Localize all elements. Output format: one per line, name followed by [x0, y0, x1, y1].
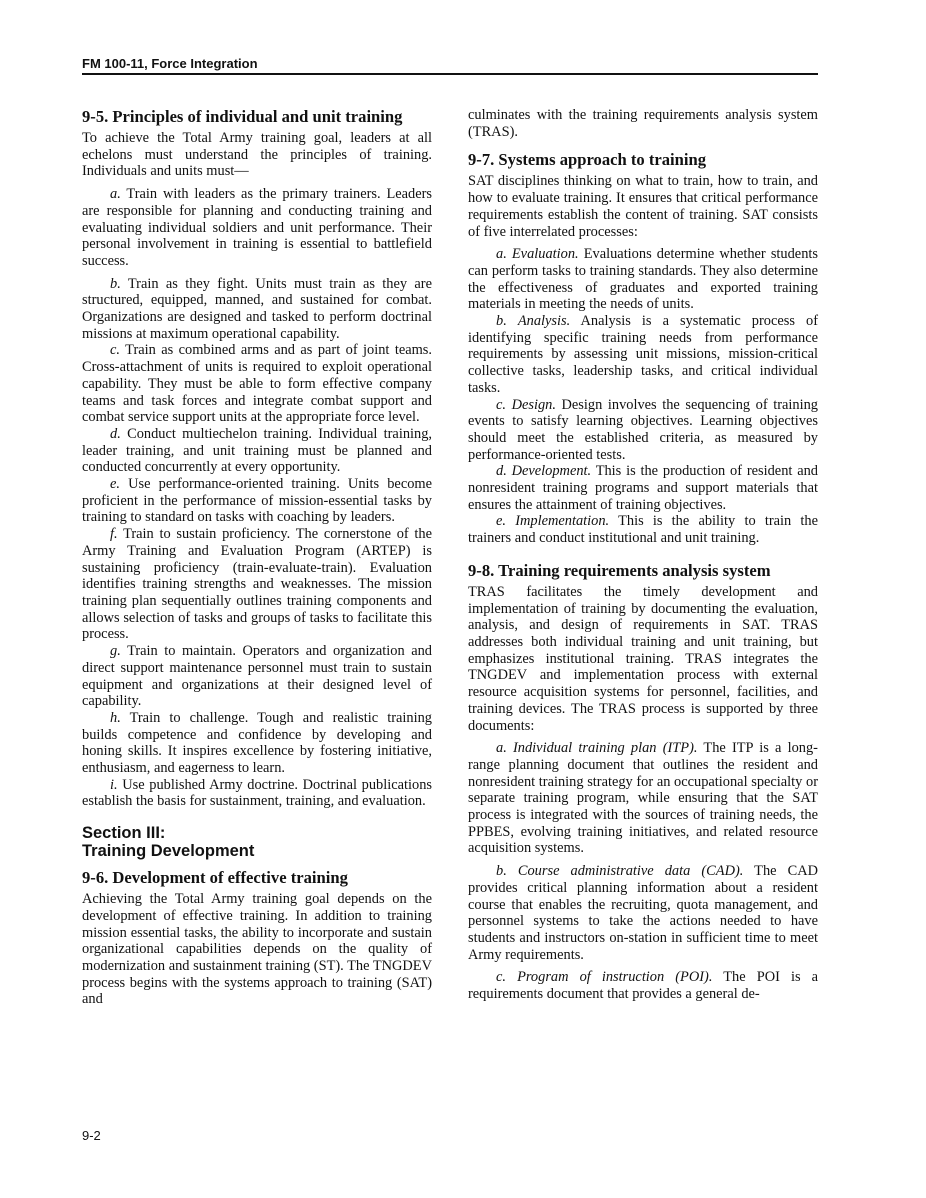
document-poi [468, 969, 818, 1002]
heading-9-8: 9-8. Training requirements analysis system [468, 560, 771, 580]
item-text: Evaluations determine whether students can perform tasks to training standards. They also determine the effectiveness of graduates and exported training materials in meeting the needs of units. [468, 246, 818, 313]
principle-d [82, 426, 432, 476]
process-design [468, 397, 818, 464]
document-itp [468, 740, 818, 857]
item-term: Analysis. [517, 313, 571, 330]
item-term: Individual training plan (ITP). [513, 740, 698, 757]
principle-i [82, 777, 432, 810]
principle-a [82, 186, 432, 270]
item-letter: c. [496, 969, 506, 986]
item-term: Implementation. [515, 513, 610, 530]
item-text: Use performance-oriented training. Units become proficient in the performance of mission-essential tasks by training to standard on tasks with coaching by leaders. [82, 476, 432, 526]
item-text: Analysis is a systematic process of identifying specific training needs from performance requirements by assessing unit missions, mission-critical collective tasks, leadership tasks, and critical individual tasks. [468, 313, 818, 396]
running-header [82, 55, 818, 75]
header-rule [82, 73, 818, 75]
item-letter: d. [110, 425, 121, 442]
item-letter: h. [110, 709, 121, 726]
paragraph-9-6: Achieving the Total Army training goal depends on the development of effective training. In addition to training mission essential tasks, the ability to incorporate and sustain organizational capabilities depends on the quality of modernization and sustainment training (ST). The TNGDEV process begins with the systems approach to training (SAT) and [82, 891, 432, 1008]
item-text: Train as combined arms and as part of joint teams. Cross-attachment of units is required to exploit operational capability. They must be able to form effective company teams and task forces and integrate combat support and combat service support units at the appropriate force level. [82, 342, 433, 426]
item-letter: b. [496, 313, 507, 330]
section-heading [82, 824, 432, 860]
item-text: Conduct multiechelon training. Individual training, leader training, and unit training must be planned and conducted concurrently at every opportunity. [82, 425, 432, 476]
paragraph-9-7-intro: SAT disciplines thinking on what to train, how to train, and how to evaluate training. It ensures that critical performance requirements establish the content of training. SAT consists of five interrelated processes: [468, 173, 818, 240]
item-text: Train to challenge. Tough and realistic training builds competence and confidence by developing and honing skills. It inspires excellence by fostering initiative, enthusiasm, and eagerness to learn. [82, 709, 432, 777]
process-development [468, 463, 818, 513]
item-term: Course administrative data (CAD). [517, 863, 744, 880]
item-text: Design involves the sequencing of training events to satisfy learning objectives. Learning objectives should meet the established criteria, as measured by performance-oriented tests. [468, 396, 818, 463]
item-text: Train to sustain proficiency. The cornerstone of the Army Training and Evaluation Program (ARTEP) is sustaining proficiency (train-evaluate-train). Evaluation identifies training strengths and weaknesses. The mission training plan sequentially outlines training components and allows selection of tasks and groups of tasks to facilitate this process. [82, 526, 432, 643]
principle-g [82, 643, 432, 710]
item-letter: b. [110, 275, 121, 292]
item-letter: e. [110, 476, 120, 493]
principle-b [82, 276, 432, 343]
process-evaluation [468, 246, 818, 313]
item-letter: a. [110, 186, 121, 203]
process-implementation [468, 513, 818, 546]
process-analysis [468, 313, 818, 397]
principle-e [82, 476, 432, 526]
principle-h [82, 710, 432, 777]
item-term: Design. [511, 396, 556, 413]
left-column [82, 107, 432, 1008]
document-cad [468, 863, 818, 963]
paragraph-9-5-intro: To achieve the Total Army training goal, leaders at all echelons must understand the principles of training. Individuals and units must— [82, 130, 432, 180]
page-number: 9-2 [82, 1128, 101, 1143]
principle-f [82, 526, 432, 643]
paragraph-9-6-continued: culminates with the training requirements analysis system (TRAS). [468, 107, 818, 140]
principle-c [82, 342, 432, 426]
item-letter: c. [110, 342, 120, 359]
item-letter: d. [496, 463, 507, 480]
item-text: The ITP is a long-range planning document that outlines the resident and nonresident training strategy for an occupational specialty or separate training program, while ensuring that the SAT process is integrated with the sources of training needs, the PPBES, evolving training initiatives, and related resource acquisition systems. [468, 740, 818, 857]
item-letter: c. [496, 396, 506, 413]
right-column [468, 107, 818, 1003]
item-letter: b. [496, 863, 507, 880]
item-text: Train to maintain. Operators and organization and direct support maintenance personnel must train to sustain equipment and organizations at their designed level of capability. [82, 643, 432, 710]
item-term: Evaluation. [511, 246, 579, 263]
header-title: FM 100-11, Force Integration [82, 56, 258, 71]
item-letter: i. [110, 776, 118, 793]
paragraph-9-8-intro: TRAS facilitates the timely development and implementation of training by documenting the evaluation, analysis, and design of requirements in SAT. TRAS addresses both individual training and unit training, but emphasizes institutional training. TRAS integrates the TNGDEV and implementation process with external resource acquisition systems for personnel, facilities, and training devices. The TRAS process is supported by three documents: [468, 583, 818, 734]
heading-9-7: 9-7. Systems approach to training [468, 150, 707, 170]
item-text: Train with leaders as the primary trainers. Leaders are responsible for planning and conducting training and evaluating individual soldiers and unit performance. Their personal involvement in training is essential to battlefield success. [82, 186, 432, 269]
item-letter: a. [496, 246, 507, 263]
item-letter: a. [496, 740, 507, 757]
item-letter: e. [496, 513, 506, 530]
item-text: Use published Army doctrine. Doctrinal publications establish the basis for sustainment, training, and evaluation. [82, 776, 432, 810]
item-text: The CAD provides critical planning information about a resident course that enables the recruiting, quota management, and personnel systems to take the actions needed to have students and instructors on-station in sufficient time to meet Army requirements. [468, 863, 818, 963]
item-text: Train as they fight. Units must train as they are structured, equipped, manned, and sustained for combat. Organizations are designed and tasked to perform doctrinal missions at maximum operational capability. [82, 275, 432, 342]
section-title: Training Development [82, 842, 255, 861]
item-term: Program of instruction (POI). [517, 969, 713, 986]
item-term: Development. [511, 463, 592, 480]
item-text: This is the production of resident and nonresident training programs and support materials that ensures the attainment of training objectives. [468, 463, 818, 513]
item-letter: f. [110, 526, 118, 543]
item-letter: g. [110, 643, 121, 660]
section-number: Section III: [82, 824, 166, 843]
heading-9-5: 9-5. Principles of individual and unit training [82, 107, 403, 126]
item-text: The POI is a requirements document that provides a general de- [468, 969, 818, 1003]
heading-9-6: 9-6. Development of effective training [82, 868, 348, 888]
item-text: This is the ability to train the trainers and conduct institutional and unit training. [468, 513, 819, 547]
